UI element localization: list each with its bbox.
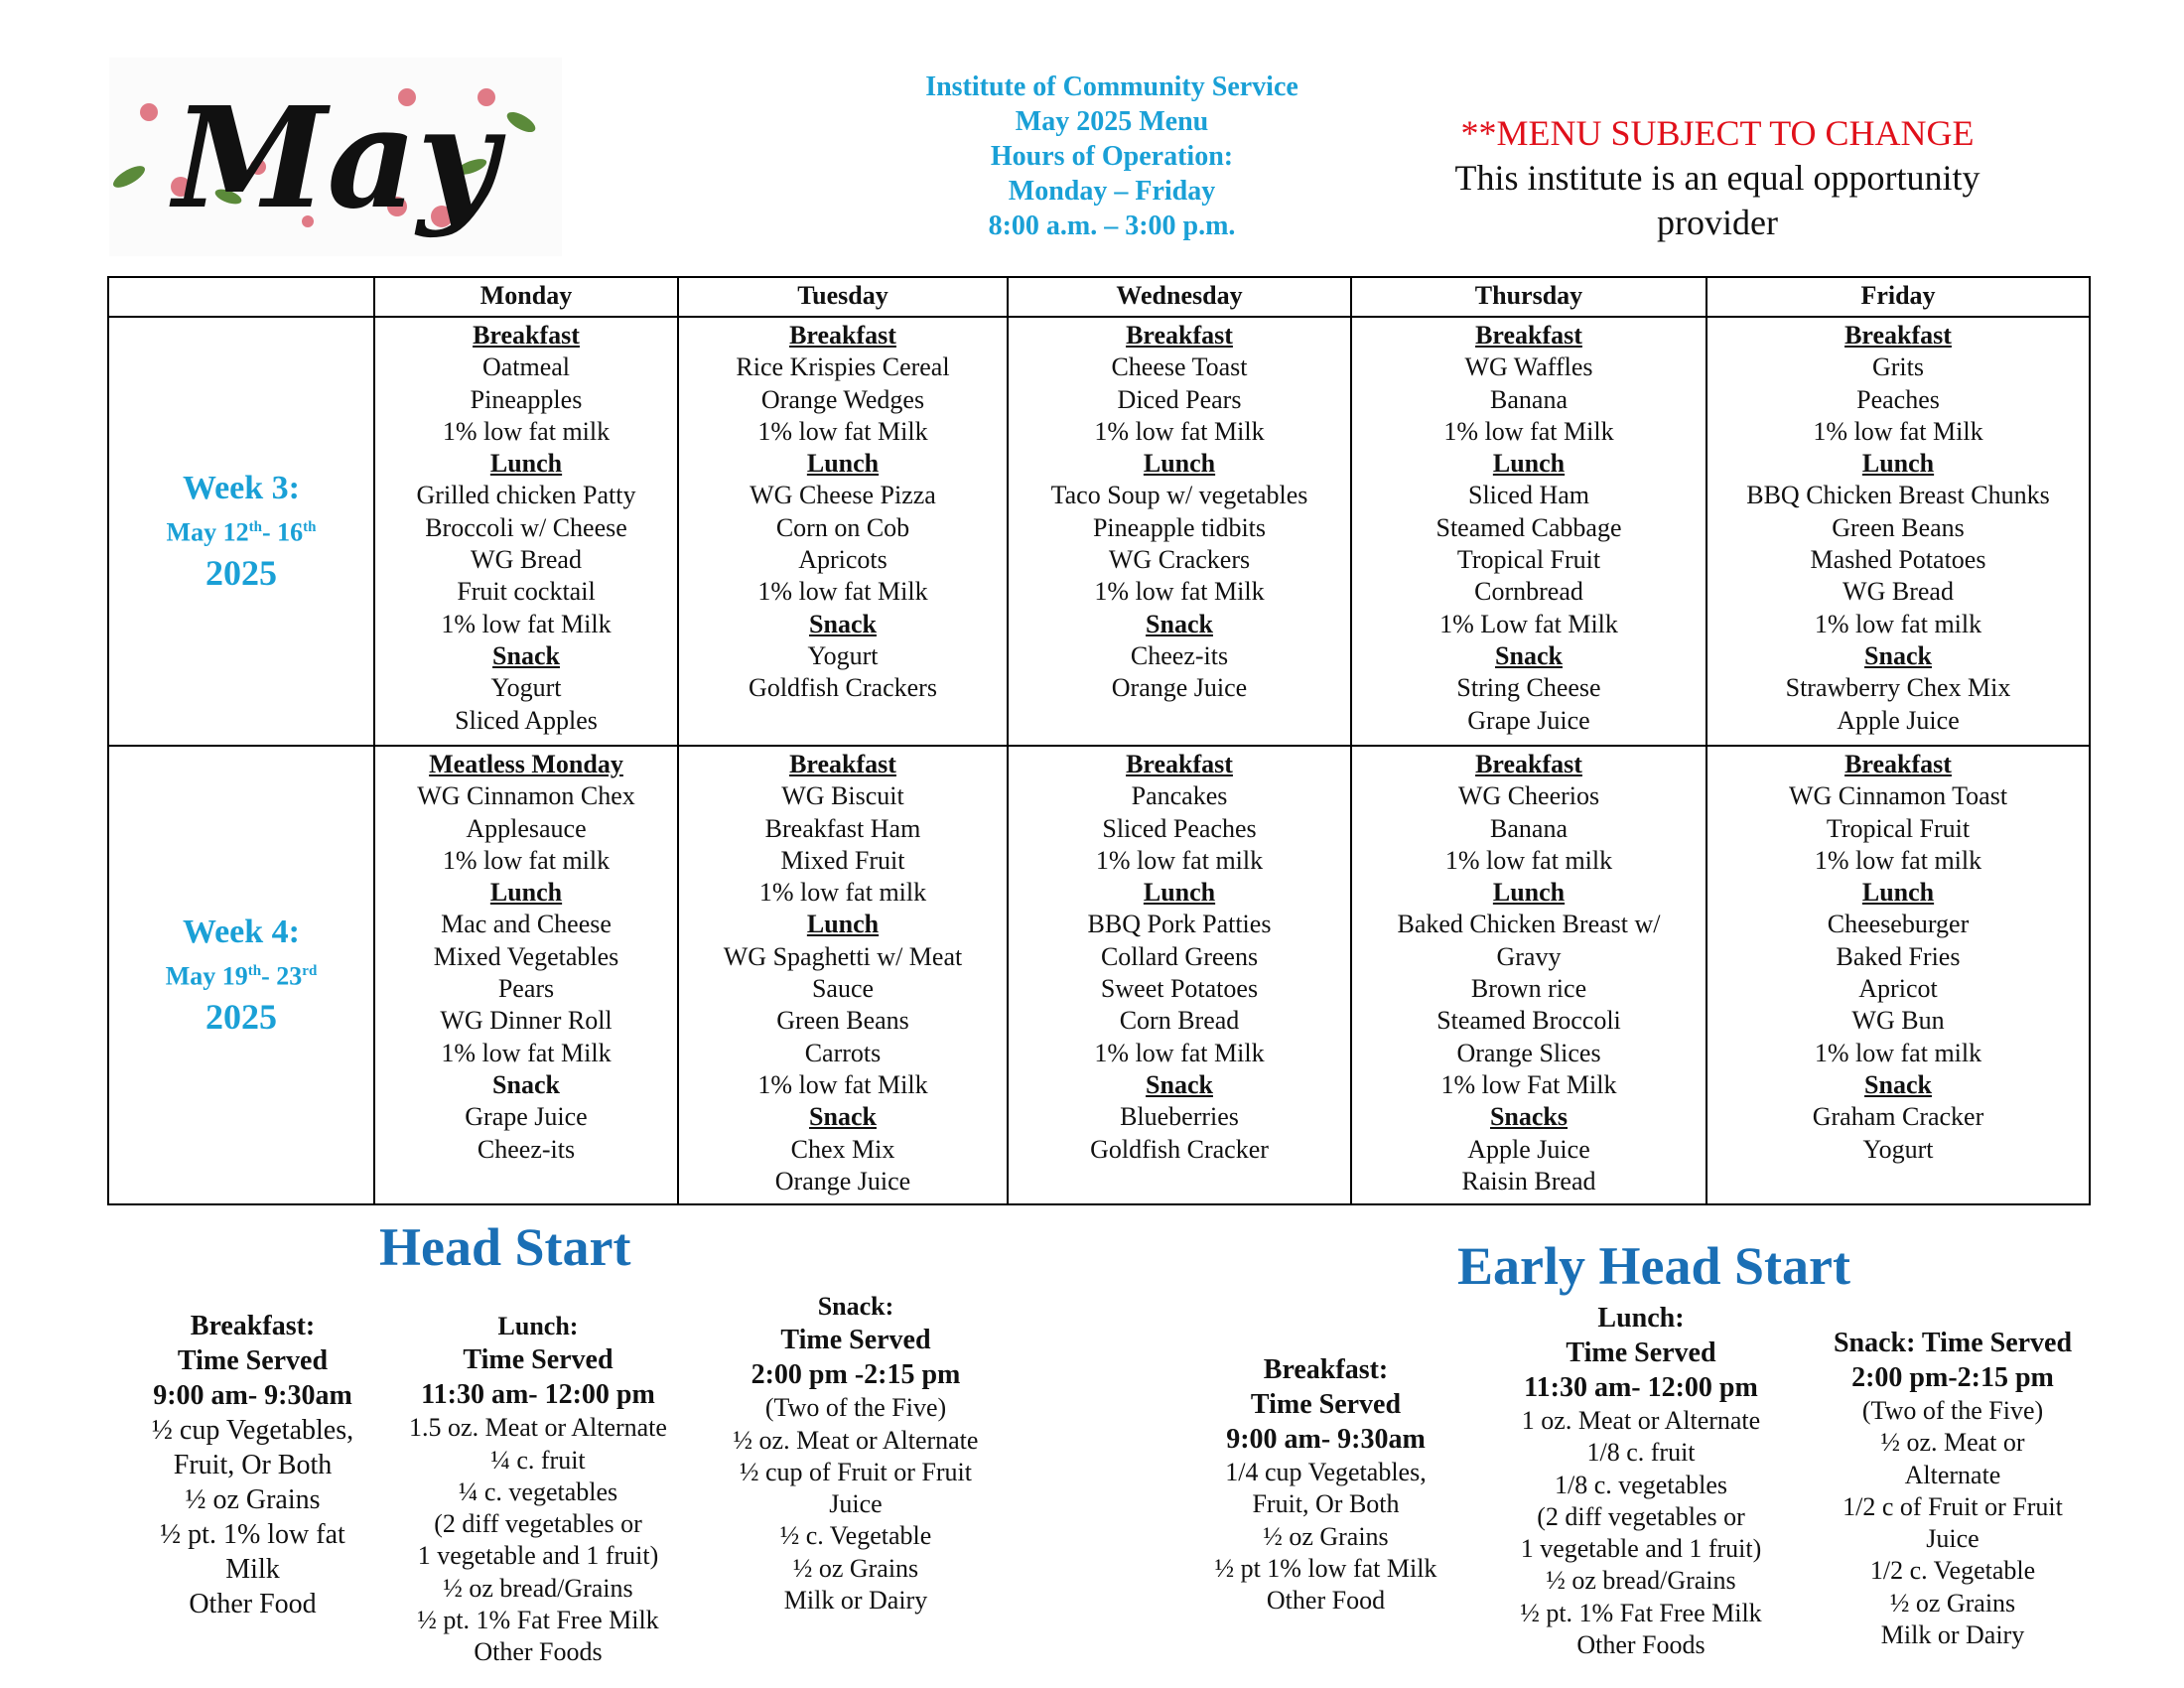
menu-item: Yogurt: [1862, 1134, 1934, 1164]
meal-header: Breakfast: [789, 321, 896, 350]
schedule-heading: 2:00 pm -2:15 pm: [751, 1359, 961, 1391]
requirement-item: ½ cup of Fruit or Fruit: [740, 1457, 972, 1486]
requirement-item: ½ c. Vegetable: [779, 1521, 932, 1551]
operating-days: Monday – Friday: [1008, 176, 1216, 207]
menu-item: BBQ Pork Patties: [1087, 910, 1272, 939]
menu-title: May 2025 Menu: [1015, 106, 1209, 137]
early-head-start-title: Early Head Start: [1457, 1236, 1850, 1296]
week3-row: [108, 317, 2090, 746]
menu-item: Pineapple tidbits: [1092, 512, 1267, 542]
requirement-item: Other Food: [189, 1589, 317, 1619]
menu-item: Grilled chicken Patty: [416, 481, 636, 510]
menu-item: Corn on Cob: [775, 512, 910, 542]
requirement-item: Juice: [1926, 1524, 1979, 1554]
menu-item: Orange Juice: [1111, 673, 1248, 703]
requirement-item: Fruit, Or Both: [1252, 1489, 1400, 1519]
week4-tuesday-menu: [678, 746, 1008, 1204]
menu-item: WG Cinnamon Chex: [417, 781, 635, 811]
menu-item: WG Dinner Roll: [440, 1006, 613, 1036]
requirement-item: ½ oz Grains: [792, 1553, 919, 1583]
week4-label: [108, 746, 374, 1204]
head-start-breakfast: [111, 1309, 394, 1621]
hours-label: Hours of Operation:: [990, 141, 1234, 172]
meal-header: Snack: [492, 640, 560, 670]
menu-item: Cheez-its: [1130, 640, 1229, 670]
menu-item: Orange Juice: [774, 1166, 911, 1196]
menu-item: WG Waffles: [1464, 352, 1593, 382]
requirement-item: ½ oz bread/Grains: [1546, 1566, 1736, 1596]
meal-header: Lunch: [1861, 878, 1935, 908]
menu-item: Chex Mix: [790, 1134, 895, 1164]
menu-item: 1% low fat milk: [1095, 845, 1264, 875]
menu-item: Sliced Ham: [1467, 481, 1590, 510]
menu-item: Orange Wedges: [760, 384, 925, 414]
menu-item: Banana: [1490, 813, 1568, 843]
week3-monday-menu: [374, 317, 678, 746]
requirement-item: ½ oz Grains: [1889, 1588, 2016, 1618]
requirement-item: ½ oz Grains: [185, 1484, 321, 1515]
menu-item: Pears: [497, 974, 555, 1004]
notice-block: [1390, 111, 2045, 245]
menu-item: Rice Krispies Cereal: [736, 352, 950, 382]
schedule-heading: Lunch:: [497, 1312, 579, 1340]
requirement-item: Other Foods: [1576, 1630, 1706, 1660]
meal-header: Snack: [1146, 1069, 1213, 1099]
early-head-start-breakfast: [1199, 1352, 1452, 1617]
week3-label: [108, 317, 374, 746]
requirement-item: Other Food: [1266, 1586, 1386, 1616]
menu-item: Raisin Bread: [1461, 1166, 1596, 1196]
requirement-item: ½ pt 1% low fat Milk: [1214, 1553, 1437, 1583]
menu-item: Tropical Fruit: [1456, 545, 1601, 575]
week-date-range: May 19th- 23rd: [165, 961, 318, 991]
head-start-lunch: [389, 1311, 687, 1669]
requirement-item: 1 oz. Meat or Alternate: [1521, 1406, 1761, 1435]
menu-item: Grape Juice: [465, 1102, 588, 1132]
requirement-item: Other Foods: [474, 1637, 603, 1667]
meal-header: Snack: [1864, 1069, 1932, 1099]
menu-item: WG Biscuit: [781, 781, 904, 811]
head-start-snack: [707, 1291, 1005, 1617]
schedule-heading: Breakfast:: [1263, 1354, 1389, 1385]
meal-header: Snack: [492, 1069, 560, 1099]
menu-item: Sauce: [811, 974, 875, 1004]
menu-item: Yogurt: [807, 640, 879, 670]
menu-item: Breakfast Ham: [764, 813, 921, 843]
menu-item: WG Spaghetti w/ Meat: [723, 941, 963, 971]
menu-item: Gravy: [1496, 941, 1562, 971]
meal-header: Lunch: [489, 449, 563, 479]
requirement-item: (Two of the Five): [1861, 1396, 2044, 1425]
menu-item: Orange Slices: [1456, 1038, 1601, 1067]
week3-tuesday-menu: [678, 317, 1008, 746]
week-date-range: May 12th- 16th: [166, 517, 317, 547]
menu-item: Strawberry Chex Mix: [1785, 673, 2011, 703]
week-year: 2025: [205, 552, 277, 593]
meal-header: Breakfast: [1126, 321, 1233, 350]
menu-item: 1% low fat milk: [442, 845, 611, 875]
requirement-item: ½ oz. Meat or: [1880, 1428, 2025, 1458]
schedule-heading: Time Served: [177, 1345, 329, 1376]
week4-monday-menu: [374, 746, 678, 1204]
week4-thursday-menu: [1351, 746, 1706, 1204]
menu-item: Graham Cracker: [1812, 1102, 1984, 1132]
meal-header: Breakfast: [1844, 750, 1952, 778]
org-name: Institute of Community Service: [925, 71, 1298, 102]
menu-item: WG Cinnamon Toast: [1788, 781, 2008, 811]
requirement-item: (2 diff vegetables or: [434, 1509, 642, 1539]
menu-change-notice: **MENU SUBJECT TO CHANGE: [1460, 113, 1975, 153]
menu-item: Taco Soup w/ vegetables: [1050, 481, 1308, 510]
schedule-heading: 2:00 pm-2:15 pm: [1851, 1362, 2054, 1393]
meal-header: Snack: [809, 1102, 877, 1132]
early-head-start-snack: [1804, 1326, 2102, 1651]
menu-item: Broccoli w/ Cheese: [425, 512, 627, 542]
requirement-item: Milk: [225, 1554, 280, 1585]
menu-item: Oatmeal: [481, 352, 571, 382]
menu-item: Cheese Toast: [1111, 352, 1248, 382]
menu-item: 1% low fat milk: [442, 416, 611, 446]
meal-header: Lunch: [806, 910, 880, 939]
menu-item: 1% Low fat Milk: [1439, 609, 1618, 638]
requirement-item: ½ oz Grains: [1263, 1521, 1389, 1551]
schedule-heading: 9:00 am- 9:30am: [1226, 1424, 1426, 1455]
requirement-item: ½ pt. 1% low fat: [160, 1519, 345, 1550]
menu-item: Baked Chicken Breast w/: [1397, 910, 1661, 939]
head-start-title: Head Start: [379, 1217, 631, 1277]
meal-header: Breakfast: [1126, 750, 1233, 778]
menu-table: [107, 276, 2091, 1205]
week-title: Week 3:: [182, 470, 301, 507]
menu-item: Mashed Potatoes: [1810, 545, 1986, 575]
requirement-item: 1 vegetable and 1 fruit): [1520, 1534, 1762, 1564]
menu-item: Sliced Apples: [455, 705, 598, 735]
meal-header: Snack: [809, 609, 877, 638]
meal-header: Breakfast: [789, 750, 896, 778]
menu-item: 1% low fat milk: [1444, 845, 1613, 875]
day-header-wednesday: Wednesday: [1008, 277, 1351, 317]
day-header-row: [108, 277, 2090, 317]
menu-item: Collard Greens: [1100, 941, 1259, 971]
schedule-heading: Lunch:: [1597, 1303, 1685, 1334]
equal-opportunity-line2: provider: [1657, 203, 1778, 242]
menu-item: Pancakes: [1131, 781, 1228, 811]
menu-item: Pineapples: [470, 384, 583, 414]
logo-text: May: [173, 77, 498, 240]
week3-friday-menu: [1706, 317, 2090, 746]
requirement-item: 1/2 c. Vegetable: [1869, 1556, 2036, 1586]
meal-header: Snack: [1495, 640, 1563, 670]
menu-item: Steamed Cabbage: [1435, 512, 1622, 542]
meal-header: Lunch: [1143, 449, 1216, 479]
requirement-item: 1/8 c. vegetables: [1555, 1470, 1727, 1499]
menu-item: WG Bun: [1851, 1006, 1945, 1036]
may-logo: [109, 58, 562, 256]
requirement-item: ½ oz. Meat or Alternate: [733, 1425, 979, 1455]
meal-header: Snack: [1864, 640, 1932, 670]
schedule-heading: Time Served: [780, 1325, 931, 1356]
week4-wednesday-menu: [1008, 746, 1351, 1204]
menu-item: Carrots: [804, 1038, 882, 1067]
meal-header: Lunch: [489, 878, 563, 908]
menu-item: Apple Juice: [1837, 705, 1960, 735]
requirement-item: 1.5 oz. Meat or Alternate: [409, 1413, 667, 1443]
requirement-item: (2 diff vegetables or: [1537, 1501, 1745, 1531]
menu-item: Grape Juice: [1467, 705, 1590, 735]
menu-item: Mixed Fruit: [780, 845, 905, 875]
day-header-friday: Friday: [1706, 277, 2090, 317]
meal-header: Breakfast: [1475, 750, 1582, 778]
menu-item: 1% low fat Milk: [441, 1038, 612, 1067]
day-header-monday: Monday: [374, 277, 678, 317]
menu-item: Cheez-its: [477, 1134, 576, 1164]
menu-item: Peaches: [1856, 384, 1940, 414]
menu-item: Fruit cocktail: [457, 577, 596, 607]
schedule-heading: 9:00 am- 9:30am: [153, 1380, 352, 1411]
menu-item: 1% low fat Milk: [1094, 577, 1265, 607]
schedule-heading: Time Served: [463, 1344, 614, 1376]
week3-wednesday-menu: [1008, 317, 1351, 746]
meal-header: Breakfast: [473, 321, 580, 350]
schedule-heading: Breakfast:: [190, 1311, 316, 1341]
menu-item: 1% low fat milk: [1814, 609, 1982, 638]
menu-item: Apricots: [798, 545, 887, 575]
schedule-heading: 11:30 am- 12:00 pm: [421, 1379, 655, 1411]
operating-hours: 8:00 a.m. – 3:00 p.m.: [988, 211, 1236, 241]
requirement-item: 1/8 c. fruit: [1586, 1438, 1696, 1468]
menu-item: Apple Juice: [1467, 1134, 1590, 1164]
menu-item: 1% low fat Milk: [757, 577, 928, 607]
menu-item: 1% low Fat Milk: [1440, 1069, 1617, 1099]
requirement-item: (Two of the Five): [764, 1393, 947, 1423]
menu-item: 1% low fat Milk: [757, 1069, 928, 1099]
menu-item: Goldfish Crackers: [749, 673, 937, 703]
menu-item: BBQ Chicken Breast Chunks: [1746, 481, 2050, 510]
corner-cell: [108, 277, 374, 317]
menu-item: 1% low fat milk: [1814, 845, 1982, 875]
requirement-item: ½ oz bread/Grains: [443, 1573, 633, 1603]
menu-item: Steamed Broccoli: [1436, 1006, 1621, 1036]
menu-item: Cornbread: [1474, 577, 1583, 607]
menu-item: 1% low fat Milk: [1443, 416, 1614, 446]
menu-item: 1% low fat Milk: [441, 609, 612, 638]
menu-item: 1% low fat Milk: [1094, 1038, 1265, 1067]
requirement-item: Milk or Dairy: [783, 1586, 928, 1616]
menu-item: WG Cheerios: [1457, 781, 1600, 811]
requirement-item: 1/4 cup Vegetables,: [1225, 1458, 1427, 1486]
menu-item: Cheeseburger: [1827, 910, 1970, 939]
menu-item: Tropical Fruit: [1826, 813, 1971, 843]
schedule-heading: Time Served: [1250, 1389, 1402, 1420]
menu-item: 1% low fat milk: [1814, 1038, 1982, 1067]
menu-item: 1% low fat milk: [758, 878, 927, 908]
requirement-item: 1 vegetable and 1 fruit): [417, 1541, 659, 1571]
requirement-item: ½ cup Vegetables,: [151, 1415, 354, 1446]
menu-item: Green Beans: [1832, 512, 1965, 542]
requirement-item: ¼ c. vegetables: [458, 1477, 618, 1506]
menu-item: WG Bread: [471, 545, 582, 575]
equal-opportunity-line1: This institute is an equal opportunity: [1454, 158, 1980, 198]
menu-item: Mac and Cheese: [441, 910, 612, 939]
meal-header: Lunch: [1492, 878, 1566, 908]
day-header-tuesday: Tuesday: [678, 277, 1008, 317]
week3-thursday-menu: [1351, 317, 1706, 746]
meal-header: Snack: [1146, 609, 1213, 638]
menu-item: Corn Bread: [1119, 1006, 1240, 1036]
menu-item: 1% low fat Milk: [1813, 416, 1983, 446]
menu-item: WG Cheese Pizza: [750, 481, 936, 510]
menu-item: Yogurt: [490, 673, 562, 703]
menu-item: Green Beans: [776, 1006, 909, 1036]
menu-item: Applesauce: [466, 813, 587, 843]
meal-header: Lunch: [1861, 449, 1935, 479]
menu-item: Apricot: [1858, 974, 1938, 1004]
menu-item: Sliced Peaches: [1102, 813, 1257, 843]
meal-header: Lunch: [806, 449, 880, 479]
requirement-item: Alternate: [1904, 1460, 2001, 1489]
menu-item: Banana: [1490, 384, 1568, 414]
menu-item: WG Crackers: [1108, 545, 1251, 575]
menu-item: WG Bread: [1843, 577, 1954, 607]
menu-item: Sweet Potatoes: [1100, 974, 1259, 1004]
week4-friday-menu: [1706, 746, 2090, 1204]
day-header-thursday: Thursday: [1351, 277, 1706, 317]
organization-header: [814, 70, 1410, 243]
meal-header: Lunch: [1143, 878, 1216, 908]
schedule-heading: Snack:: [817, 1292, 894, 1321]
menu-item: Brown rice: [1470, 974, 1587, 1004]
week4-row: [108, 746, 2090, 1204]
menu-item: Baked Fries: [1836, 941, 1961, 971]
requirement-item: Fruit, Or Both: [173, 1450, 333, 1480]
menu-item: Mixed Vegetables: [433, 941, 619, 971]
menu-item: Diced Pears: [1117, 384, 1242, 414]
menu-item: 1% low fat Milk: [757, 416, 928, 446]
requirement-item: Milk or Dairy: [1880, 1620, 2025, 1650]
early-head-start-lunch: [1492, 1301, 1790, 1661]
meal-header: Breakfast: [1475, 321, 1582, 350]
requirement-item: ½ pt. 1% Fat Free Milk: [1520, 1598, 1762, 1627]
schedule-heading: Time Served: [1566, 1337, 1716, 1368]
menu-item: Grits: [1872, 352, 1924, 382]
week-title: Week 4:: [182, 914, 301, 951]
menu-item: Blueberries: [1120, 1102, 1239, 1132]
meal-header: Breakfast: [1844, 321, 1952, 350]
menu-item: 1% low fat Milk: [1094, 416, 1265, 446]
menu-item: Goldfish Cracker: [1090, 1134, 1269, 1164]
menu-item: String Cheese: [1456, 673, 1601, 703]
requirement-item: ½ pt. 1% Fat Free Milk: [417, 1606, 659, 1635]
requirement-item: Juice: [829, 1489, 883, 1519]
requirement-item: ¼ c. fruit: [490, 1445, 586, 1475]
schedule-heading: 11:30 am- 12:00 pm: [1524, 1372, 1758, 1403]
requirement-item: 1/2 c of Fruit or Fruit: [1843, 1491, 2063, 1521]
meal-header: Snacks: [1489, 1102, 1569, 1132]
week-year: 2025: [205, 996, 277, 1037]
schedule-heading: Snack: Time Served: [1833, 1328, 2073, 1358]
meal-header: Lunch: [1492, 449, 1566, 479]
meal-header: Meatless Monday: [429, 750, 623, 778]
